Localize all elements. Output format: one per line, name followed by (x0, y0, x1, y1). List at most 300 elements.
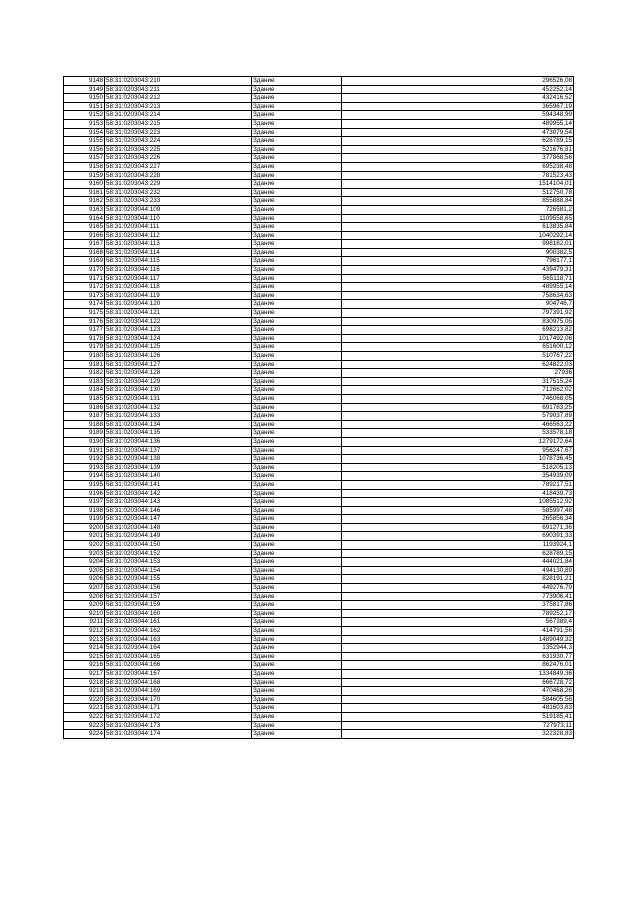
object-type-cell: Здание (252, 506, 342, 515)
row-number-cell: 9206 (64, 575, 105, 584)
cadastral-number-cell: 58:31:0203044:174 (105, 730, 252, 739)
cadastral-value-cell: 512750,78 (342, 188, 574, 197)
cadastral-value-cell: 727973,11 (342, 721, 574, 730)
table-row (64, 669, 574, 678)
object-type-cell: Здание (252, 214, 342, 223)
object-type-cell: Здание (252, 102, 342, 111)
cadastral-number-cell: 58:31:0203044:163 (105, 635, 252, 644)
cadastral-number-cell: 58:31:0203044:168 (105, 678, 252, 687)
table-row (64, 618, 574, 627)
object-type-cell: Здание (252, 197, 342, 206)
object-type-cell: Здание (252, 721, 342, 730)
cadastral-value-cell: 27936 (342, 369, 574, 378)
table-row (64, 687, 574, 696)
row-number-cell: 9175 (64, 309, 105, 318)
cadastral-number-cell: 58:31:0203044:128 (105, 369, 252, 378)
table-row (64, 137, 574, 146)
cadastral-value-cell: 698213,82 (342, 326, 574, 335)
object-type-cell: Здание (252, 394, 342, 403)
row-number-cell: 9150 (64, 94, 105, 103)
table-row (64, 369, 574, 378)
cadastral-number-cell: 58:31:0203044:143 (105, 498, 252, 507)
cadastral-number-cell: 58:31:0203044:150 (105, 541, 252, 550)
cadastral-number-cell: 58:31:0203044:129 (105, 377, 252, 386)
table-row (64, 386, 574, 395)
cadastral-number-cell: 58:31:0203043:210 (105, 77, 252, 86)
row-number-cell: 9185 (64, 394, 105, 403)
row-number-cell: 9202 (64, 541, 105, 550)
row-number-cell: 9169 (64, 257, 105, 266)
cadastral-value-cell: 613835,84 (342, 223, 574, 232)
cadastral-value-cell: 1078736,45 (342, 455, 574, 464)
row-number-cell: 9154 (64, 128, 105, 137)
cadastral-value-cell: 494130,89 (342, 566, 574, 575)
table-row (64, 446, 574, 455)
row-number-cell: 9205 (64, 566, 105, 575)
object-type-cell: Здание (252, 601, 342, 610)
object-type-cell: Здание (252, 154, 342, 163)
cadastral-value-cell: 904746,7 (342, 300, 574, 309)
cadastral-number-cell: 58:31:0203044:173 (105, 721, 252, 730)
row-number-cell: 9148 (64, 77, 105, 86)
cadastral-value-cell: 567389,4 (342, 618, 574, 627)
cadastral-value-cell: 365967,19 (342, 102, 574, 111)
table-row (64, 111, 574, 120)
table-row (64, 429, 574, 438)
row-number-cell: 9182 (64, 369, 105, 378)
cadastral-number-cell: 58:31:0203044:126 (105, 352, 252, 361)
object-type-cell: Здание (252, 669, 342, 678)
cadastral-value-cell: 628789,15 (342, 549, 574, 558)
table-row (64, 498, 574, 507)
cadastral-value-cell: 691783,25 (342, 403, 574, 412)
object-type-cell: Здание (252, 291, 342, 300)
cadastral-number-cell: 58:31:0203044:156 (105, 584, 252, 593)
cadastral-value-cell: 691271,36 (342, 523, 574, 532)
row-number-cell: 9170 (64, 266, 105, 275)
table-row (64, 678, 574, 687)
cadastral-number-cell: 58:31:0203044:137 (105, 446, 252, 455)
table-row (64, 274, 574, 283)
cadastral-value-cell: 956247,67 (342, 446, 574, 455)
row-number-cell: 9208 (64, 592, 105, 601)
cadastral-value-cell: 584605,56 (342, 695, 574, 704)
table-row (64, 627, 574, 636)
cadastral-value-cell: 828191,21 (342, 575, 574, 584)
row-number-cell: 9222 (64, 712, 105, 721)
cadastral-value-cell: 449276,79 (342, 584, 574, 593)
cadastral-number-cell: 58:31:0203044:167 (105, 669, 252, 678)
table-row (64, 558, 574, 567)
cadastral-value-cell: 624822,03 (342, 360, 574, 369)
table-row (64, 188, 574, 197)
row-number-cell: 9152 (64, 111, 105, 120)
object-type-cell: Здание (252, 712, 342, 721)
row-number-cell: 9207 (64, 584, 105, 593)
cadastral-number-cell: 58:31:0203043:227 (105, 162, 252, 171)
cadastral-number-cell: 58:31:0203044:131 (105, 394, 252, 403)
cadastral-value-cell: 695238,48 (342, 162, 574, 171)
row-number-cell: 9194 (64, 472, 105, 481)
row-number-cell: 9158 (64, 162, 105, 171)
object-type-cell: Здание (252, 274, 342, 283)
table-row (64, 592, 574, 601)
table-row (64, 472, 574, 481)
table-row (64, 420, 574, 429)
cadastral-value-cell: 265856,34 (342, 515, 574, 524)
cadastral-number-cell: 58:31:0203044:111 (105, 223, 252, 232)
object-type-cell: Здание (252, 369, 342, 378)
cadastral-number-cell: 58:31:0203044:115 (105, 257, 252, 266)
registry-table-body (64, 77, 574, 739)
table-row (64, 635, 574, 644)
cadastral-number-cell: 58:31:0203044:116 (105, 266, 252, 275)
cadastral-value-cell: 1017492,06 (342, 334, 574, 343)
row-number-cell: 9198 (64, 506, 105, 515)
row-number-cell: 9155 (64, 137, 105, 146)
object-type-cell: Здание (252, 352, 342, 361)
object-type-cell: Здание (252, 257, 342, 266)
row-number-cell: 9186 (64, 403, 105, 412)
object-type-cell: Здание (252, 627, 342, 636)
cadastral-value-cell: 1514104,01 (342, 180, 574, 189)
row-number-cell: 9157 (64, 154, 105, 163)
table-row (64, 730, 574, 739)
cadastral-value-cell: 585997,48 (342, 506, 574, 515)
object-type-cell: Здание (252, 377, 342, 386)
cadastral-value-cell: 470468,26 (342, 687, 574, 696)
table-row (64, 94, 574, 103)
object-type-cell: Здание (252, 558, 342, 567)
row-number-cell: 9178 (64, 334, 105, 343)
cadastral-value-cell: 414791,56 (342, 627, 574, 636)
table-row (64, 85, 574, 94)
object-type-cell: Здание (252, 644, 342, 653)
cadastral-number-cell: 58:31:0203044:120 (105, 300, 252, 309)
row-number-cell: 9213 (64, 635, 105, 644)
row-number-cell: 9223 (64, 721, 105, 730)
table-row (64, 394, 574, 403)
cadastral-number-cell: 58:31:0203044:138 (105, 455, 252, 464)
object-type-cell: Здание (252, 635, 342, 644)
table-row (64, 231, 574, 240)
object-type-cell: Здание (252, 334, 342, 343)
table-row (64, 661, 574, 670)
object-type-cell: Здание (252, 180, 342, 189)
table-row (64, 532, 574, 541)
row-number-cell: 9153 (64, 119, 105, 128)
cadastral-number-cell: 58:31:0203044:146 (105, 506, 252, 515)
object-type-cell: Здание (252, 566, 342, 575)
cadastral-number-cell: 58:31:0203044:135 (105, 429, 252, 438)
row-number-cell: 9174 (64, 300, 105, 309)
cadastral-number-cell: 58:31:0203044:159 (105, 601, 252, 610)
cadastral-number-cell: 58:31:0203044:140 (105, 472, 252, 481)
cadastral-number-cell: 58:31:0203044:119 (105, 291, 252, 300)
object-type-cell: Здание (252, 360, 342, 369)
cadastral-value-cell: 1193924,1 (342, 541, 574, 550)
cadastral-number-cell: 58:31:0203044:147 (105, 515, 252, 524)
cadastral-value-cell: 1109558,65 (342, 214, 574, 223)
cadastral-number-cell: 58:31:0203043:214 (105, 111, 252, 120)
cadastral-value-cell: 1085512,92 (342, 498, 574, 507)
table-row (64, 437, 574, 446)
object-type-cell: Здание (252, 386, 342, 395)
object-type-cell: Здание (252, 695, 342, 704)
table-row (64, 266, 574, 275)
cadastral-value-cell: 781523,43 (342, 171, 574, 180)
table-row (64, 291, 574, 300)
cadastral-value-cell: 317515,24 (342, 377, 574, 386)
row-number-cell: 9196 (64, 489, 105, 498)
cadastral-number-cell: 58:31:0203043:226 (105, 154, 252, 163)
row-number-cell: 9193 (64, 463, 105, 472)
row-number-cell: 9200 (64, 523, 105, 532)
table-row (64, 77, 574, 86)
row-number-cell: 9210 (64, 609, 105, 618)
table-row (64, 128, 574, 137)
object-type-cell: Здание (252, 455, 342, 464)
object-type-cell: Здание (252, 85, 342, 94)
table-row (64, 609, 574, 618)
cadastral-number-cell: 58:31:0203043:212 (105, 94, 252, 103)
table-row (64, 317, 574, 326)
cadastral-value-cell: 510767,22 (342, 352, 574, 361)
cadastral-number-cell: 58:31:0203044:166 (105, 661, 252, 670)
row-number-cell: 9159 (64, 171, 105, 180)
table-row (64, 412, 574, 421)
row-number-cell: 9203 (64, 549, 105, 558)
table-row (64, 695, 574, 704)
table-row (64, 506, 574, 515)
row-number-cell: 9195 (64, 480, 105, 489)
row-number-cell: 9165 (64, 223, 105, 232)
cadastral-number-cell: 58:31:0203044:117 (105, 274, 252, 283)
cadastral-number-cell: 58:31:0203044:114 (105, 248, 252, 257)
cadastral-value-cell: 377868,56 (342, 154, 574, 163)
row-number-cell: 9218 (64, 678, 105, 687)
cadastral-value-cell: 296526,08 (342, 77, 574, 86)
table-row (64, 584, 574, 593)
object-type-cell: Здание (252, 592, 342, 601)
row-number-cell: 9179 (64, 343, 105, 352)
object-type-cell: Здание (252, 266, 342, 275)
cadastral-number-cell: 58:31:0203043:223 (105, 128, 252, 137)
row-number-cell: 9176 (64, 317, 105, 326)
cadastral-value-cell: 789252,17 (342, 609, 574, 618)
object-type-cell: Здание (252, 317, 342, 326)
cadastral-number-cell: 58:31:0203044:139 (105, 463, 252, 472)
cadastral-number-cell: 58:31:0203044:152 (105, 549, 252, 558)
cadastral-number-cell: 58:31:0203044:124 (105, 334, 252, 343)
cadastral-number-cell: 58:31:0203043:225 (105, 145, 252, 154)
object-type-cell: Здание (252, 730, 342, 739)
table-row (64, 180, 574, 189)
object-type-cell: Здание (252, 618, 342, 627)
cadastral-value-cell: 579037,89 (342, 412, 574, 421)
cadastral-value-cell: 773906,41 (342, 592, 574, 601)
object-type-cell: Здание (252, 446, 342, 455)
cadastral-value-cell: 444021,84 (342, 558, 574, 567)
object-type-cell: Здание (252, 403, 342, 412)
object-type-cell: Здание (252, 240, 342, 249)
table-row (64, 352, 574, 361)
row-number-cell: 9201 (64, 532, 105, 541)
object-type-cell: Здание (252, 549, 342, 558)
object-type-cell: Здание (252, 94, 342, 103)
cadastral-number-cell: 58:31:0203044:133 (105, 412, 252, 421)
cadastral-value-cell: 418439,73 (342, 489, 574, 498)
object-type-cell: Здание (252, 515, 342, 524)
object-type-cell: Здание (252, 171, 342, 180)
cadastral-number-cell: 58:31:0203044:123 (105, 326, 252, 335)
table-row (64, 704, 574, 713)
object-type-cell: Здание (252, 248, 342, 257)
row-number-cell: 9187 (64, 412, 105, 421)
table-row (64, 523, 574, 532)
row-number-cell: 9164 (64, 214, 105, 223)
table-row (64, 248, 574, 257)
row-number-cell: 9184 (64, 386, 105, 395)
table-row (64, 549, 574, 558)
object-type-cell: Здание (252, 111, 342, 120)
row-number-cell: 9190 (64, 437, 105, 446)
table-row (64, 377, 574, 386)
table-row (64, 214, 574, 223)
cadastral-value-cell: 489955,14 (342, 283, 574, 292)
object-type-cell: Здание (252, 162, 342, 171)
row-number-cell: 9172 (64, 283, 105, 292)
cadastral-registry-table (63, 76, 574, 739)
object-type-cell: Здание (252, 326, 342, 335)
table-row (64, 515, 574, 524)
object-type-cell: Здание (252, 687, 342, 696)
row-number-cell: 9224 (64, 730, 105, 739)
cadastral-number-cell: 58:31:0203044:172 (105, 712, 252, 721)
table-row (64, 463, 574, 472)
cadastral-number-cell: 58:31:0203043:228 (105, 171, 252, 180)
cadastral-value-cell: 533578,18 (342, 429, 574, 438)
cadastral-value-cell: 1352944,3 (342, 644, 574, 653)
row-number-cell: 9220 (64, 695, 105, 704)
cadastral-value-cell: 758634,63 (342, 291, 574, 300)
row-number-cell: 9215 (64, 652, 105, 661)
cadastral-number-cell: 58:31:0203043:229 (105, 180, 252, 189)
cadastral-number-cell: 58:31:0203044:109 (105, 205, 252, 214)
cadastral-number-cell: 58:31:0203044:170 (105, 695, 252, 704)
cadastral-number-cell: 58:31:0203044:154 (105, 566, 252, 575)
row-number-cell: 9177 (64, 326, 105, 335)
object-type-cell: Здание (252, 412, 342, 421)
table-row (64, 575, 574, 584)
cadastral-value-cell: 518205,13 (342, 463, 574, 472)
object-type-cell: Здание (252, 678, 342, 687)
table-row (64, 712, 574, 721)
cadastral-number-cell: 58:31:0203044:164 (105, 644, 252, 653)
object-type-cell: Здание (252, 523, 342, 532)
object-type-cell: Здание (252, 661, 342, 670)
object-type-cell: Здание (252, 609, 342, 618)
cadastral-value-cell: 594348,99 (342, 111, 574, 120)
cadastral-value-cell: 712662,02 (342, 386, 574, 395)
row-number-cell: 9189 (64, 429, 105, 438)
object-type-cell: Здание (252, 188, 342, 197)
cadastral-value-cell: 726581,2 (342, 205, 574, 214)
cadastral-value-cell: 452252,14 (342, 85, 574, 94)
object-type-cell: Здание (252, 652, 342, 661)
cadastral-number-cell: 58:31:0203043:232 (105, 188, 252, 197)
row-number-cell: 9162 (64, 197, 105, 206)
row-number-cell: 9160 (64, 180, 105, 189)
cadastral-value-cell: 1334849,36 (342, 669, 574, 678)
table-row (64, 334, 574, 343)
cadastral-number-cell: 58:31:0203044:157 (105, 592, 252, 601)
cadastral-number-cell: 58:31:0203044:127 (105, 360, 252, 369)
table-row (64, 300, 574, 309)
cadastral-number-cell: 58:31:0203044:169 (105, 687, 252, 696)
cadastral-value-cell: 375817,86 (342, 601, 574, 610)
cadastral-number-cell: 58:31:0203044:153 (105, 558, 252, 567)
cadastral-value-cell: 521676,81 (342, 145, 574, 154)
cadastral-value-cell: 855888,84 (342, 197, 574, 206)
object-type-cell: Здание (252, 704, 342, 713)
row-number-cell: 9161 (64, 188, 105, 197)
row-number-cell: 9199 (64, 515, 105, 524)
row-number-cell: 9149 (64, 85, 105, 94)
table-row (64, 721, 574, 730)
table-row (64, 223, 574, 232)
cadastral-value-cell: 998182,01 (342, 240, 574, 249)
row-number-cell: 9167 (64, 240, 105, 249)
object-type-cell: Здание (252, 429, 342, 438)
row-number-cell: 9214 (64, 644, 105, 653)
cadastral-number-cell: 58:31:0203044:136 (105, 437, 252, 446)
table-row (64, 644, 574, 653)
cadastral-value-cell: 900382,5 (342, 248, 574, 257)
cadastral-value-cell: 628789,15 (342, 137, 574, 146)
row-number-cell: 9211 (64, 618, 105, 627)
object-type-cell: Здание (252, 343, 342, 352)
cadastral-number-cell: 58:31:0203044:155 (105, 575, 252, 584)
cadastral-number-cell: 58:31:0203044:161 (105, 618, 252, 627)
cadastral-number-cell: 58:31:0203044:160 (105, 609, 252, 618)
table-row (64, 257, 574, 266)
cadastral-value-cell: 354939,09 (342, 472, 574, 481)
object-type-cell: Здание (252, 420, 342, 429)
table-row (64, 541, 574, 550)
cadastral-number-cell: 58:31:0203043:211 (105, 85, 252, 94)
row-number-cell: 9188 (64, 420, 105, 429)
row-number-cell: 9163 (64, 205, 105, 214)
row-number-cell: 9197 (64, 498, 105, 507)
row-number-cell: 9156 (64, 145, 105, 154)
cadastral-number-cell: 58:31:0203043:224 (105, 137, 252, 146)
object-type-cell: Здание (252, 119, 342, 128)
row-number-cell: 9217 (64, 669, 105, 678)
object-type-cell: Здание (252, 300, 342, 309)
cadastral-value-cell: 432416,52 (342, 94, 574, 103)
cadastral-number-cell: 58:31:0203044:162 (105, 627, 252, 636)
table-row (64, 145, 574, 154)
table-row (64, 154, 574, 163)
table-row (64, 171, 574, 180)
object-type-cell: Здание (252, 223, 342, 232)
row-number-cell: 9151 (64, 102, 105, 111)
table-row (64, 283, 574, 292)
row-number-cell: 9181 (64, 360, 105, 369)
cadastral-number-cell: 58:31:0203044:125 (105, 343, 252, 352)
cadastral-number-cell: 58:31:0203044:110 (105, 214, 252, 223)
